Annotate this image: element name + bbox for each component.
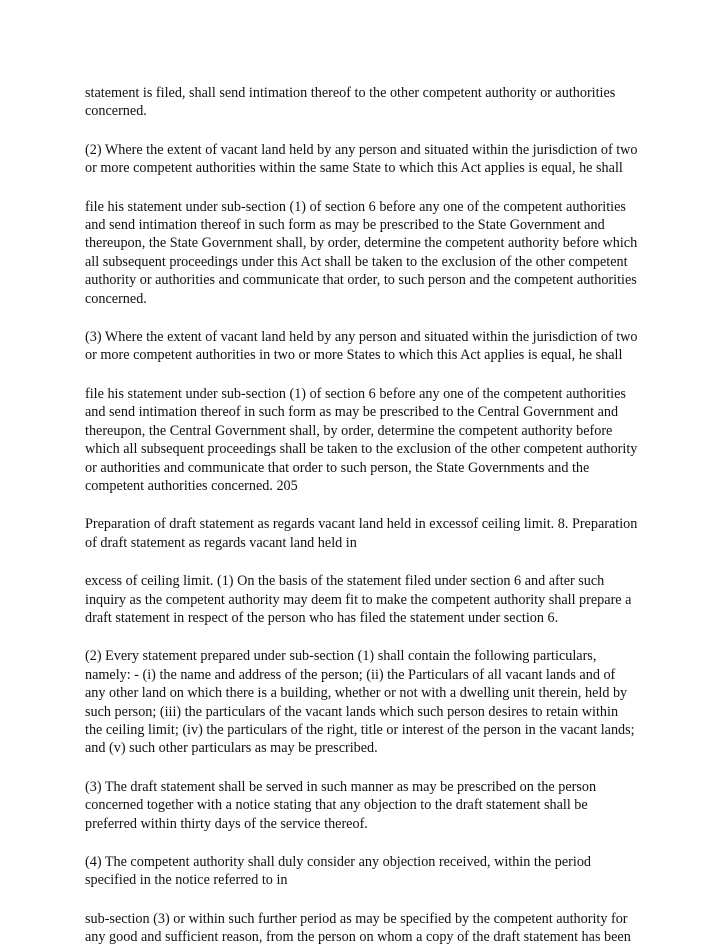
text-line: or authorities and communicate that order to such person, the State Governments and the bbox=[85, 459, 590, 476]
paragraph bbox=[85, 198, 645, 308]
text-line: of draft statement as regards vacant land held in bbox=[85, 534, 357, 551]
text-line: or more competent authorities within the same State to which this Act applies is equal, he shall bbox=[85, 160, 623, 177]
paragraph bbox=[85, 385, 645, 495]
paragraph-gap bbox=[85, 552, 645, 572]
paragraph-gap bbox=[85, 308, 645, 328]
paragraph-gap bbox=[85, 833, 645, 853]
text-line: and (v) such other particulars as may be prescribed. bbox=[85, 740, 378, 757]
paragraph-gap bbox=[85, 365, 645, 385]
text-line: (3) The draft statement shall be served in such manner as may be prescribed on the person bbox=[85, 778, 597, 795]
text-line: (2) Every statement prepared under sub-section (1) shall contain the following particulars, bbox=[85, 648, 597, 665]
text-line: sub-section (3) or within such further period as may be specified by the competent authority for bbox=[85, 910, 628, 927]
paragraph-gap bbox=[85, 627, 645, 647]
paragraph bbox=[85, 647, 645, 757]
text-line: (4) The competent authority shall duly consider any objection received, within the period bbox=[85, 854, 592, 870]
text-line: Preparation of draft statement as regards vacant land held in excessof ceiling limit. 8. Preparation bbox=[85, 516, 638, 533]
text-line: competent authorities concerned. 205 bbox=[85, 477, 298, 494]
text-line: concerned together with a notice stating that any objection to the draft statement shall be bbox=[85, 797, 588, 814]
text-line: namely: - (i) the name and address of the person; (ii) the Particulars of all vacant lands and of bbox=[85, 666, 616, 683]
text-line: the ceiling limit; (iv) the particulars of the right, title or interest of the person in the vacant lands; bbox=[85, 721, 635, 738]
text-line: file his statement under sub-section (1) of section 6 before any one of the competent authorities bbox=[85, 198, 626, 215]
text-line: and send intimation thereof in such form as may be prescribed to the State Government and bbox=[85, 217, 605, 234]
paragraph bbox=[85, 853, 645, 890]
text-line: statement is filed, shall send intimation thereof to the other competent authority or authorities bbox=[85, 85, 616, 101]
text-line: excess of ceiling limit. (1) On the basis of the statement filed under section 6 and after such bbox=[85, 573, 605, 590]
paragraph-gap bbox=[85, 178, 645, 198]
paragraph-gap bbox=[85, 890, 645, 910]
text-line: concerned. bbox=[85, 290, 147, 307]
text-line: any good and sufficient reason, from the person on whom a copy of the draft statement has been bbox=[85, 929, 631, 946]
text-line: (3) Where the extent of vacant land held by any person and situated within the jurisdiction of two bbox=[85, 329, 638, 346]
text-line: file his statement under sub-section (1) of section 6 before any one of the competent authorities bbox=[85, 385, 626, 402]
text-line: thereupon, the State Government shall, by order, determine the competent authority before which bbox=[85, 235, 638, 252]
paragraph bbox=[85, 572, 645, 627]
text-line: which all subsequent proceedings shall be taken to the exclusion of the other competent authority bbox=[85, 441, 638, 458]
text-line: authority or authorities and communicate that order, to such person and the competent authorities bbox=[85, 272, 637, 289]
text-line: inquiry as the competent authority may deem fit to make the competent authority shall prepare a bbox=[85, 591, 632, 608]
paragraph bbox=[85, 910, 645, 947]
text-line: such person; (iii) the particulars of the vacant lands which such person desires to retain within bbox=[85, 703, 619, 720]
text-line: preferred within thirty days of the service thereof. bbox=[85, 815, 368, 832]
text-line: any other land on which there is a building, whether or not with a dwelling unit therein, held by bbox=[85, 685, 628, 702]
text-line: all subsequent proceedings under this Act shall be taken to the exclusion of the other competent bbox=[85, 253, 628, 270]
paragraph-gap bbox=[85, 495, 645, 515]
paragraph-gap bbox=[85, 758, 645, 778]
paragraph-gap bbox=[85, 121, 645, 141]
paragraph bbox=[85, 84, 645, 121]
text-line: and send intimation thereof in such form as may be prescribed to the Central Government and bbox=[85, 404, 619, 421]
paragraph bbox=[85, 328, 645, 365]
paragraph bbox=[85, 778, 645, 833]
text-line: thereupon, the Central Government shall, by order, determine the competent authority before bbox=[85, 422, 613, 439]
document-body bbox=[85, 84, 645, 947]
paragraph bbox=[85, 515, 645, 552]
text-line: specified in the notice referred to in bbox=[85, 872, 288, 889]
text-line: or more competent authorities in two or more States to which this Act applies is equal, he shall bbox=[85, 347, 623, 364]
text-line: concerned. bbox=[85, 103, 147, 120]
text-line: (2) Where the extent of vacant land held by any person and situated within the jurisdiction of two bbox=[85, 141, 638, 158]
text-line: draft statement in respect of the person who has filed the statement under section 6. bbox=[85, 609, 559, 626]
paragraph bbox=[85, 141, 645, 178]
